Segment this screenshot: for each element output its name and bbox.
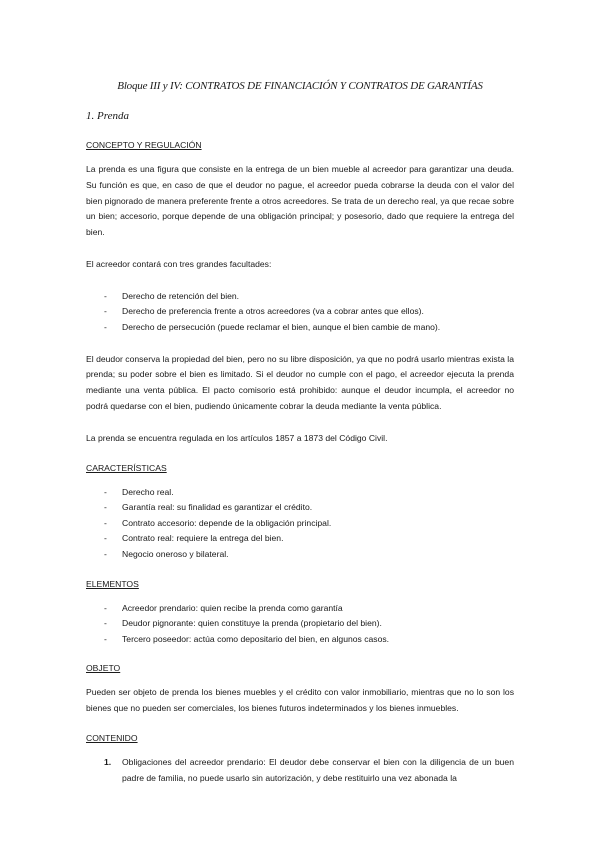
- list-item: - Deudor pignorante: quien constituye la prenda (propietario del bien).: [86, 616, 514, 632]
- list-item: - Acreedor prendario: quien recibe la prenda como garantía: [86, 601, 514, 617]
- list-item: - Garantía real: su finalidad es garantizar el crédito.: [86, 500, 514, 516]
- paragraph-objeto: Pueden ser objeto de prenda los bienes muebles y el crédito con valor inmobiliario, mientras que no lo son los bienes que no pueden ser comerciales, los bienes futuros indeterminados y los bienes inmuebles.: [86, 687, 514, 714]
- heading-concepto: CONCEPTO Y REGULACIÓN: [86, 140, 202, 150]
- list-item: - Contrato accesorio: depende de la obligación principal.: [86, 516, 514, 532]
- list-item: - Tercero poseedor: actúa como depositario del bien, en algunos casos.: [86, 632, 514, 648]
- paragraph-concepto-2: El acreedor contará con tres grandes facultades:: [86, 258, 272, 269]
- list-item: - Derecho real.: [86, 485, 514, 501]
- list-item: - Derecho de preferencia frente a otros acreedores (va a cobrar antes que ellos).: [86, 304, 514, 320]
- document-title: Bloque III y IV: CONTRATOS DE FINANCIACIÓN Y CONTRATOS DE GARANTÍAS: [117, 80, 483, 92]
- list-item: - Contrato real: requiere la entrega del bien.: [86, 531, 514, 547]
- heading-elementos: ELEMENTOS: [86, 578, 139, 589]
- list-item-text: Obligaciones del acreedor prendario: El deudor debe conservar el bien con la diligencia de un buen padre de familia, no puede usarlo sin autorización, y debe restituirlo una vez abonada la: [122, 756, 514, 783]
- list-item-number: 1.: [104, 756, 112, 767]
- section-heading: 1. Prenda: [86, 110, 129, 122]
- paragraph-concepto-4: La prenda se encuentra regulada en los artículos 1857 a 1873 del Código Civil.: [86, 432, 388, 443]
- contenido-list: [86, 755, 514, 787]
- caracteristicas-list: [86, 485, 514, 563]
- heading-caracteristicas: CARACTERÍSTICAS: [86, 462, 167, 473]
- elementos-list: [86, 601, 514, 648]
- heading-objeto: OBJETO: [86, 663, 121, 674]
- list-item: - Derecho de persecución (puede reclamar el bien, aunque el bien cambie de mano).: [86, 320, 514, 336]
- list-item: [86, 755, 514, 787]
- list-item: - Negocio oneroso y bilateral.: [86, 547, 514, 563]
- facultades-list: [86, 289, 514, 336]
- paragraph-concepto-3: El deudor conserva la propiedad del bien, pero no su libre disposición, ya que no podrá usarlo mientras exista la prenda; su poder sobre el bien es limitado. Si el deudor no cumple con el pago, el acreedor ejecuta la prenda mediante una venta pública. El pacto comisorio está prohibido: aunque el deudor incumpla, el acreedor no podrá quedarse con el bien, pudiendo únicamente cobrar la deuda mediante la venta pública.: [86, 353, 514, 411]
- heading-contenido: CONTENIDO: [86, 732, 138, 743]
- list-item: - Derecho de retención del bien.: [86, 289, 514, 305]
- paragraph-concepto-1: La prenda es una figura que consiste en la entrega de un bien mueble al acreedor para garantizar una deuda. Su función es que, en caso de que el deudor no pague, el acreedor pueda cobrarse la deuda con el valor del bien pignorado de manera preferente frente a otros acreedores. Se trata de un derecho real, ya que recae sobre un bien; accesorio, porque depende de una obligación principal; y posesorio, dado que requiere la entrega del bien.: [86, 164, 514, 238]
